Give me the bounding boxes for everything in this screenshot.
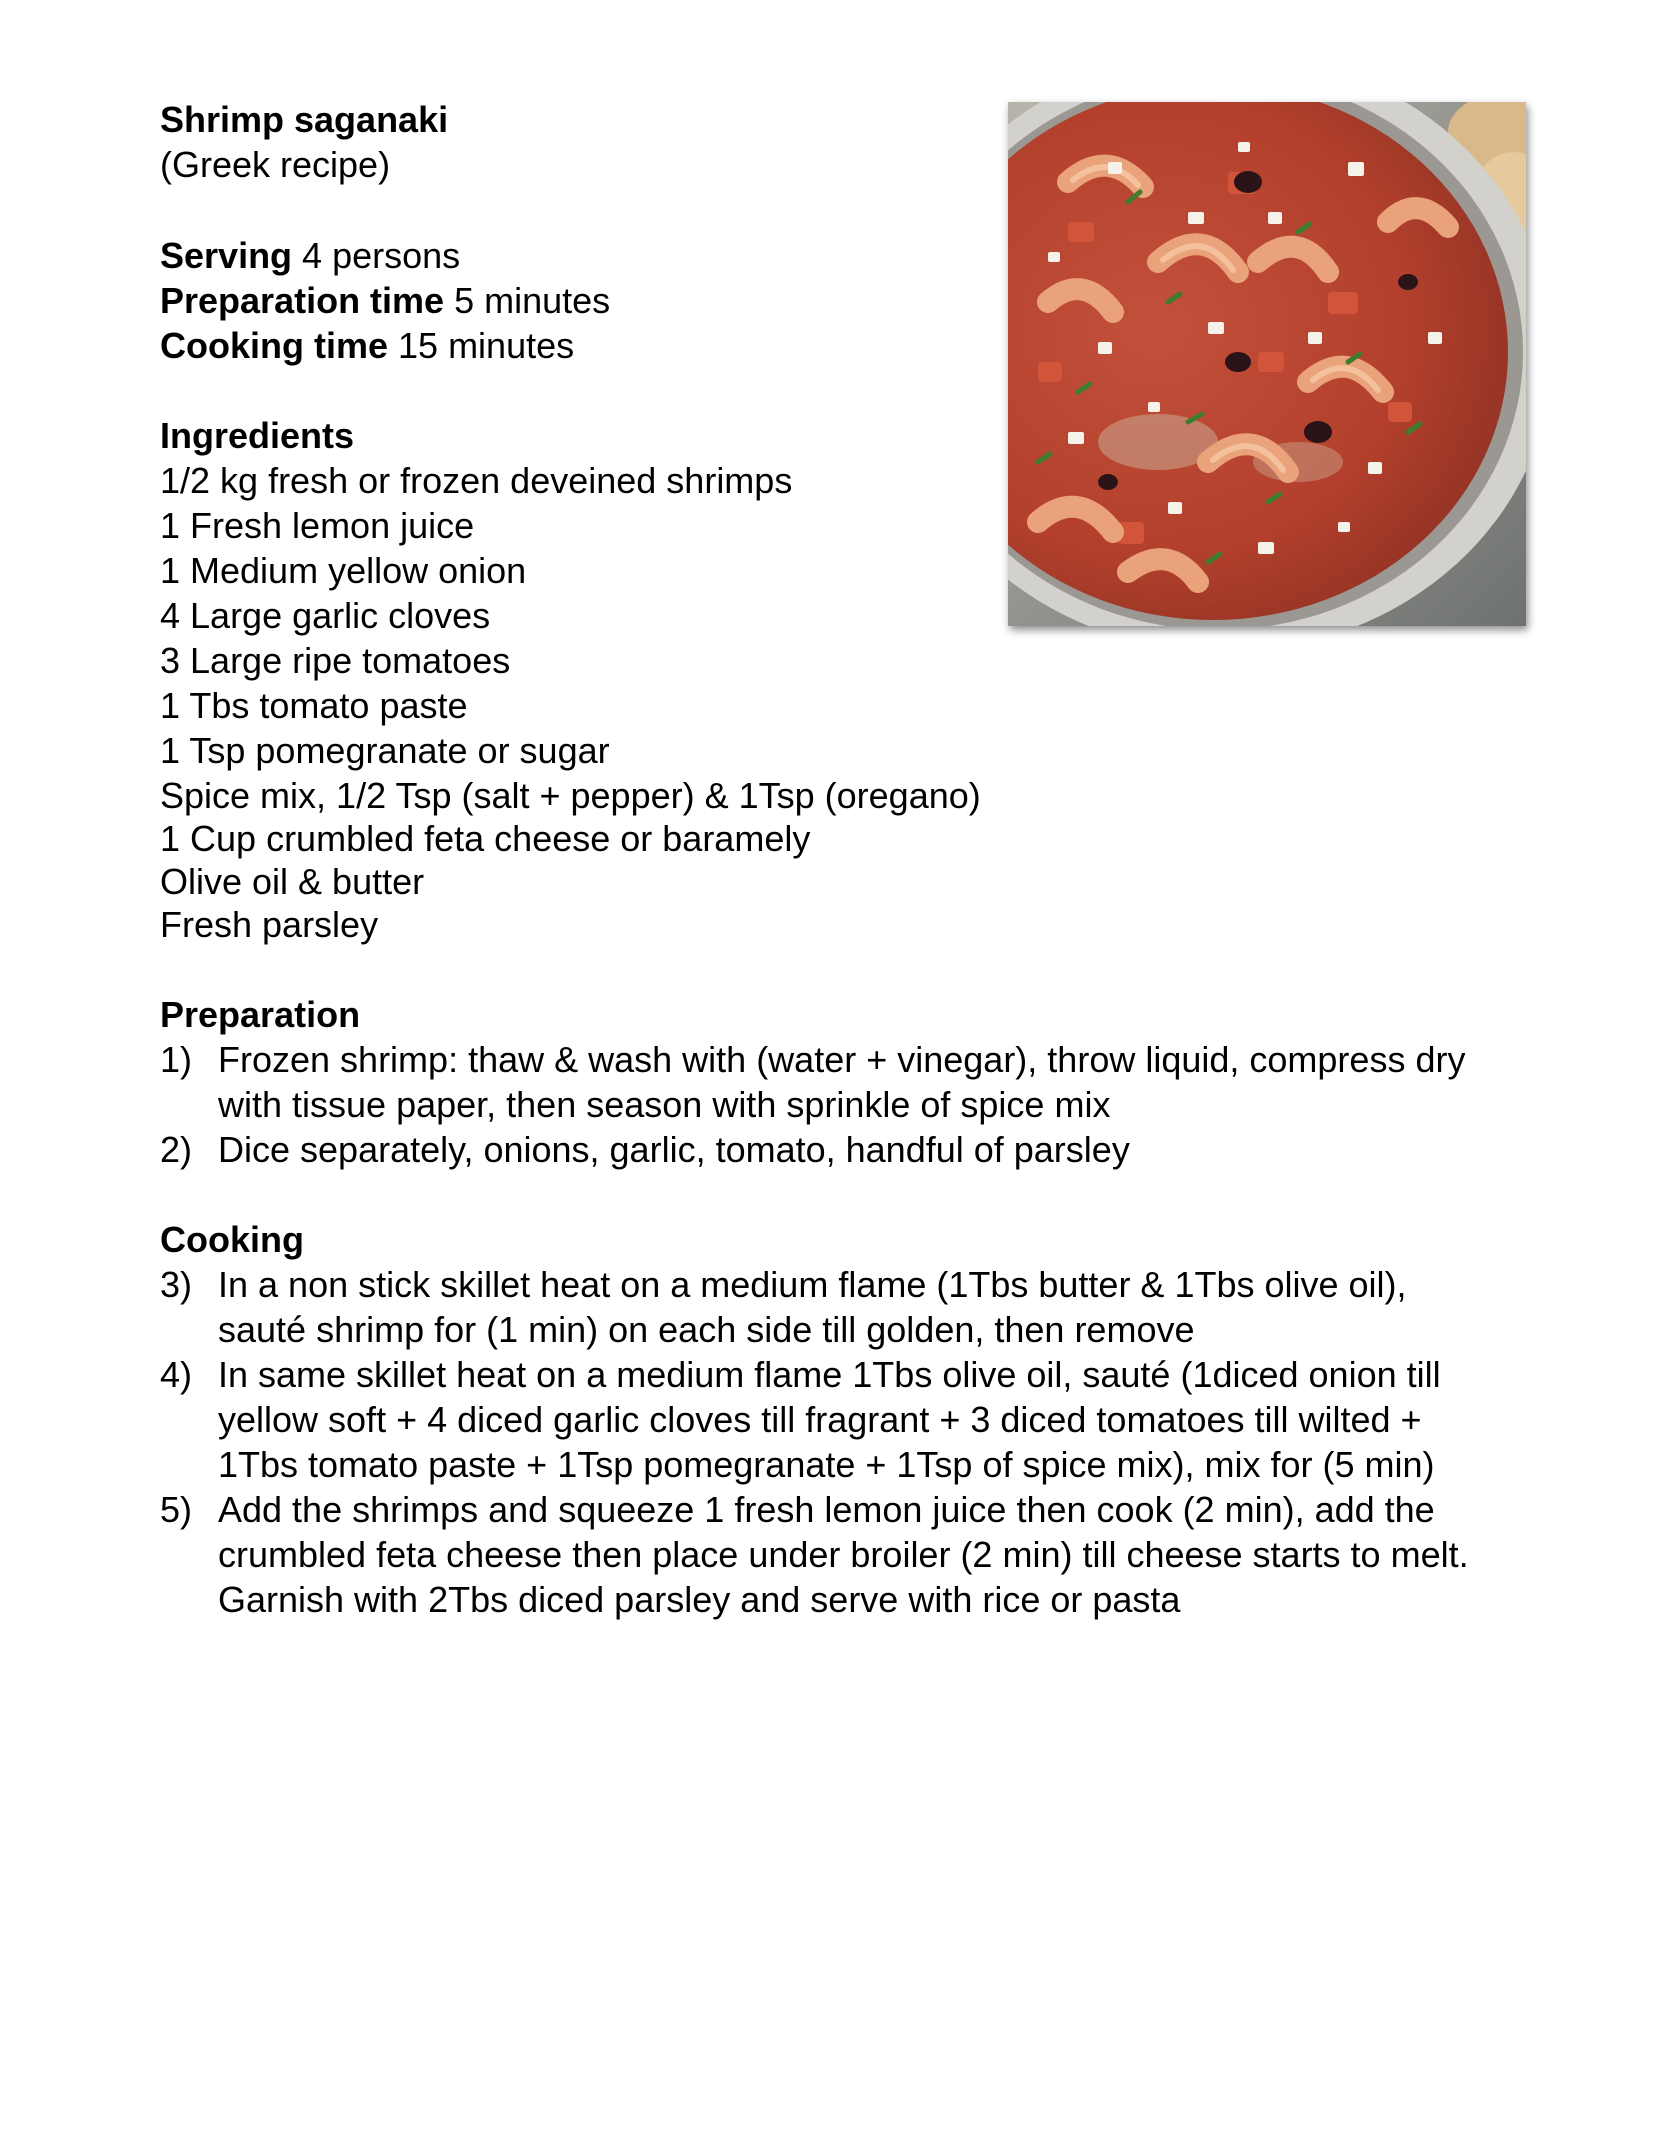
cooking-time-label: Cooking time — [160, 325, 389, 366]
serving-label: Serving — [160, 235, 293, 276]
ingredient-item: Olive oil & butter — [160, 861, 425, 902]
ingredient-item: 1/2 kg fresh or frozen deveined shrimps — [160, 460, 793, 501]
shrimp-saganaki-photo — [1008, 102, 1526, 626]
ingredient-item: 1 Cup crumbled feta cheese or baramely — [160, 818, 811, 859]
preparation-time-label: Preparation time — [160, 280, 445, 321]
ingredient-item: Fresh parsley — [160, 904, 379, 945]
step-number: 2) — [160, 1129, 193, 1170]
ingredients-heading: Ingredients — [160, 415, 355, 456]
dish-illustration — [1008, 102, 1526, 626]
recipe-title: Shrimp saganaki — [160, 99, 449, 140]
step-line: with tissue paper, then season with sprinkle of spice mix — [218, 1084, 1111, 1125]
ingredient-item: 3 Large ripe tomatoes — [160, 640, 511, 681]
preparation-heading: Preparation — [160, 994, 361, 1035]
step-line: crumbled feta cheese then place under broiler (2 min) till cheese starts to melt. — [218, 1534, 1469, 1575]
step-line: In same skillet heat on a medium flame 1Tbs olive oil, sauté (1diced onion till — [218, 1354, 1441, 1395]
step-line: sauté shrimp for (1 min) on each side till golden, then remove — [218, 1309, 1195, 1350]
ingredient-item: 1 Fresh lemon juice — [160, 505, 475, 546]
cooking-time-line — [160, 324, 574, 368]
step-line: Dice separately, onions, garlic, tomato, handful of parsley — [218, 1129, 1130, 1170]
ingredient-item: 1 Tsp pomegranate or sugar — [160, 730, 610, 771]
ingredient-item: Spice mix, 1/2 Tsp (salt + pepper) & 1Tsp (oregano) — [160, 775, 981, 816]
ingredient-item: 4 Large garlic cloves — [160, 595, 491, 636]
step-line: Add the shrimps and squeeze 1 fresh lemon juice then cook (2 min), add the — [218, 1489, 1435, 1530]
cooking-heading: Cooking — [160, 1219, 304, 1260]
preparation-time-line — [160, 279, 610, 323]
recipe-subtitle: (Greek recipe) — [160, 144, 391, 185]
step-number: 3) — [160, 1264, 193, 1305]
preparation-time-value: 5 minutes — [444, 280, 611, 321]
ingredient-item: 1 Medium yellow onion — [160, 550, 527, 591]
ingredient-item: 1 Tbs tomato paste — [160, 685, 468, 726]
serving-line — [160, 234, 460, 278]
step-line: In a non stick skillet heat on a medium flame (1Tbs butter & 1Tbs olive oil), — [218, 1264, 1407, 1305]
step-number: 4) — [160, 1354, 193, 1395]
step-line: Frozen shrimp: thaw & wash with (water + vinegar), throw liquid, compress dry — [218, 1039, 1466, 1080]
step-line: 1Tbs tomato paste + 1Tsp pomegranate + 1Tsp of spice mix), mix for (5 min) — [218, 1444, 1435, 1485]
serving-value: 4 persons — [292, 235, 461, 276]
step-number: 5) — [160, 1489, 193, 1530]
step-line: yellow soft + 4 diced garlic cloves till fragrant + 3 diced tomatoes till wilted + — [218, 1399, 1422, 1440]
step-line: Garnish with 2Tbs diced parsley and serve with rice or pasta — [218, 1579, 1181, 1620]
cooking-time-value: 15 minutes — [388, 325, 575, 366]
step-number: 1) — [160, 1039, 193, 1080]
